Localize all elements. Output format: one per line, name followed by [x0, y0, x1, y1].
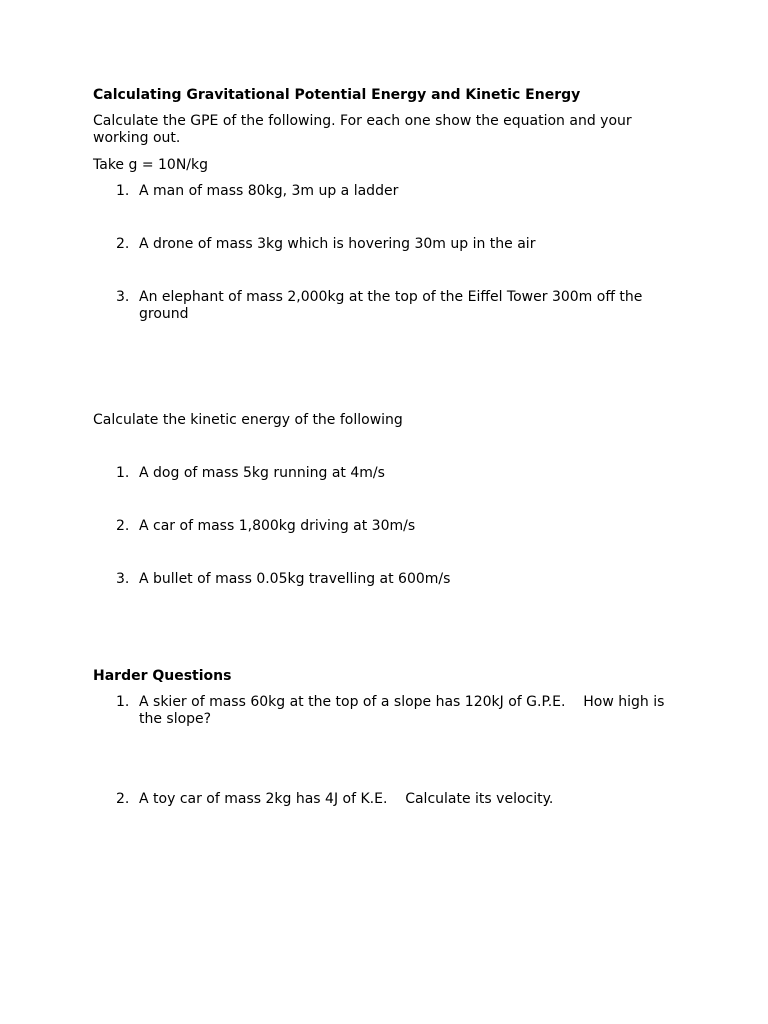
ke-question-number: 3.	[116, 571, 130, 587]
gpe-question-text: An elephant of mass 2,000kg at the top of the Eiffel Tower 300m off the ground	[139, 289, 643, 322]
ke-question-number: 1.	[116, 465, 130, 481]
harder-question-number: 1.	[116, 694, 130, 710]
ke-question-number: 2.	[116, 518, 130, 534]
gpe-question-number: 3.	[116, 289, 130, 305]
harder-question-number: 2.	[116, 791, 130, 807]
ke-instruction: Calculate the kinetic energy of the following	[93, 412, 403, 428]
gravity-constant-note: Take g = 10N/kg	[93, 157, 209, 173]
harder-question-text: A skier of mass 60kg at the top of a slope has 120kJ of G.P.E. How high is the slope?	[139, 694, 669, 727]
page-title: Calculating Gravitational Potential Energy and Kinetic Energy	[93, 87, 581, 103]
ke-question-text: A bullet of mass 0.05kg travelling at 600m/s	[139, 571, 451, 587]
gpe-question-number: 1.	[116, 183, 130, 199]
harder-questions-heading: Harder Questions	[93, 668, 232, 684]
gpe-question-number: 2.	[116, 236, 130, 252]
gpe-question-text: A drone of mass 3kg which is hovering 30m up in the air	[139, 236, 536, 252]
ke-question-text: A dog of mass 5kg running at 4m/s	[139, 465, 385, 481]
gpe-question-text: A man of mass 80kg, 3m up a ladder	[139, 183, 399, 199]
gpe-instruction: Calculate the GPE of the following. For each one show the equation and your working out.	[93, 113, 632, 146]
ke-question-text: A car of mass 1,800kg driving at 30m/s	[139, 518, 416, 534]
harder-question-text: A toy car of mass 2kg has 4J of K.E. Calculate its velocity.	[139, 791, 554, 807]
